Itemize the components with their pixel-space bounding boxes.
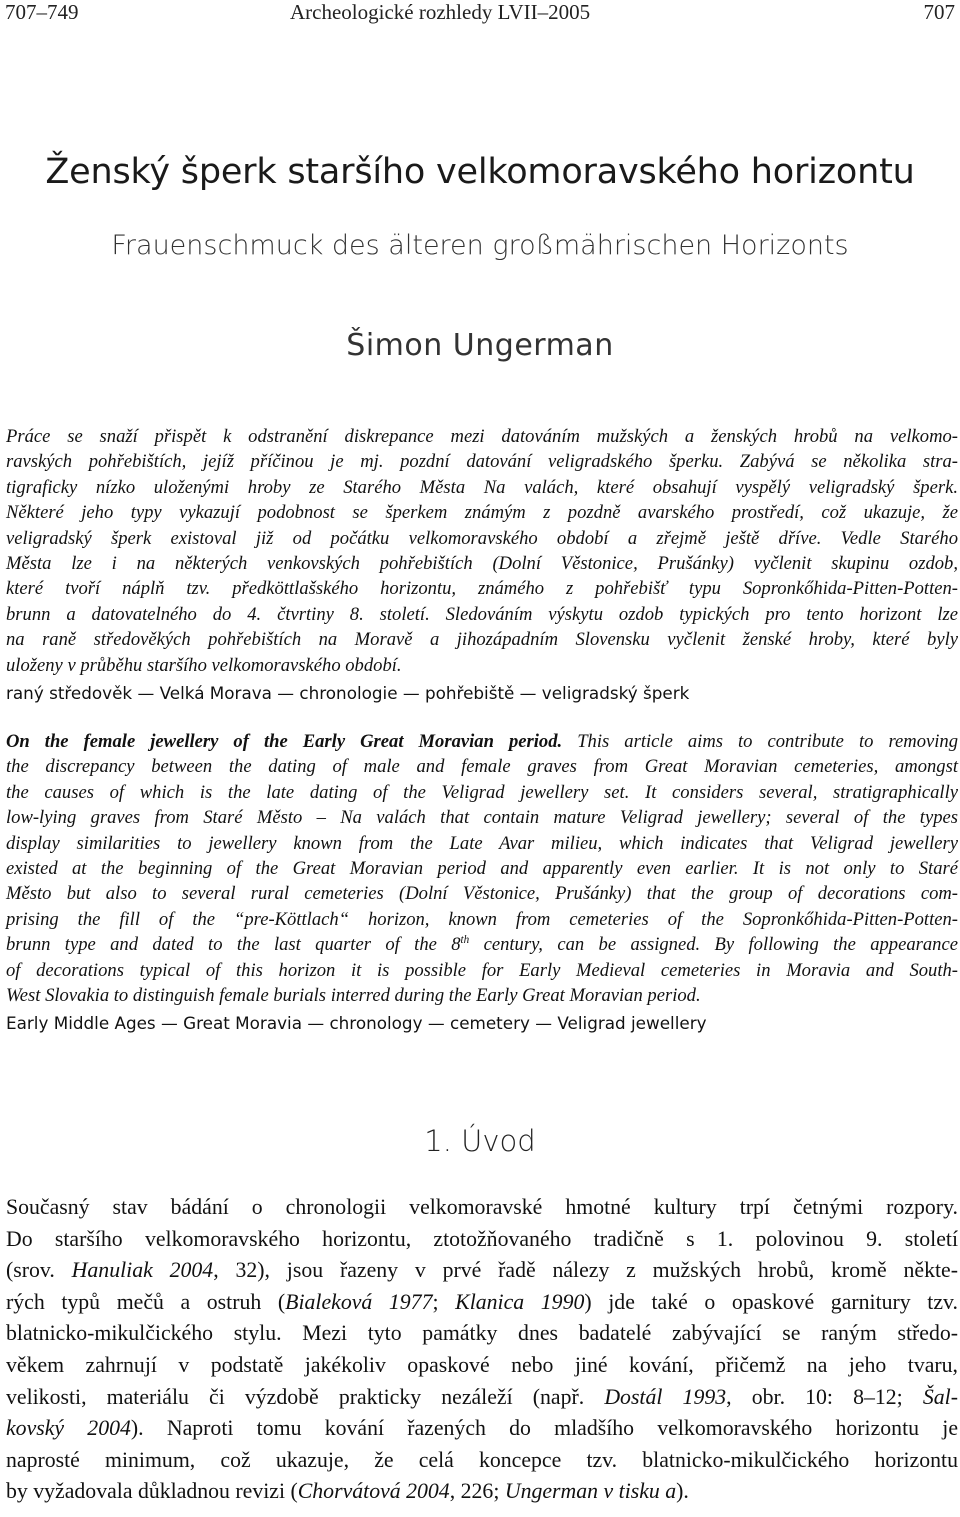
citation: kovský 2004 — [6, 1416, 131, 1441]
citation: Chorvátová 2004 — [297, 1479, 450, 1504]
abstract-en-line — [6, 729, 958, 754]
body-text-run: ) jde také o opaskové garnitury tzv. — [584, 1289, 958, 1314]
citation: Klanica 1990 — [455, 1289, 585, 1314]
header-page-number: 707 — [923, 0, 955, 24]
citation: Ungerman v tisku a — [504, 1479, 677, 1504]
abstract-en-text: This article aims to contribute to removing — [562, 731, 958, 752]
body-line: věkem zahrnují v podstatě jakékoliv opaskové nebo jiné kování, přičemž na jeho tvaru, — [6, 1352, 958, 1377]
abstract-cz-line: Práce se snaží přispět k odstranění diskrepance mezi datováním mužských a ženských hrobů na velkomo- — [6, 426, 958, 447]
abstract-cz-line: brunn a datovatelného do 4. čtvrtiny 8. století. Sledováním výskytu ozdob typických pro tento horizont lze — [6, 603, 958, 625]
abstract-cz-line: na raně středověkých pohřebištích na Moravě a jihozápadním Slovensku vyčlenit ženské hroby, které byly — [6, 629, 958, 651]
abstract-en-line: of decorations typical of this horizon it is possible for Early Medieval cemeteries in Moravia and South- — [6, 959, 958, 981]
body-line — [6, 1255, 958, 1287]
header-journal: Archeologické rozhledy LVII–2005 — [290, 0, 591, 24]
superscript: th — [460, 934, 470, 947]
body-line: blatnicko-mikulčického stylu. Mezi tyto památky dnes badatelé zabývající se raným středo- — [6, 1321, 958, 1346]
article-title: Ženský šperk staršího velkomoravského horizontu — [45, 152, 915, 192]
citation: Dostál 1993 — [604, 1384, 727, 1409]
abstract-en-line: Město but also to several rural cemeteries (Dolní Věstonice, Prušánky) that the group of decorations com- — [6, 883, 958, 905]
abstract-cz-line: ravských pohřebištích, jejíž příčinou je mj. pozdní datování veligradského šperku. Zabývá se několika stra- — [6, 451, 958, 473]
abstract-en-line: display similarities to jewellery known from the Late Avar milieu, which indicates that Veligrad jewellery — [6, 832, 958, 854]
article-author: Šimon Ungerman — [346, 328, 614, 363]
body-text-run: rých typů mečů a ostruh ( — [6, 1289, 286, 1314]
keywords-english: Early Middle Ages — Great Moravia — chronology — cemetery — Veligrad jewellery — [6, 1013, 707, 1033]
running-header — [0, 0, 960, 26]
citation: Bialeková 1977 — [285, 1289, 433, 1314]
body-text — [6, 1192, 958, 1508]
body-line — [6, 1476, 958, 1508]
body-text-run: (srov. — [6, 1258, 72, 1283]
abstract-cz-line: Některé jeho typy vykazují podobnost se šperkem známým z pozdně avarského prostředí, což ukazuje, že — [6, 502, 958, 524]
body-line — [6, 1413, 958, 1445]
abstract-cz-line: tigraficky nízko uloženými hroby ze Starého Města Na valách, které obsahují vyspělý veligradský šperk. — [6, 476, 958, 498]
abstract-cz-line: uloženy v průběhu staršího velkomoravského období. — [6, 654, 402, 676]
abstract-en-title: On the female jewellery of the Early Great Moravian period. — [6, 731, 563, 752]
citation: Šal- — [922, 1384, 958, 1409]
abstract-cz-line: Města lze i na některých venkovských pohřebištích (Dolní Věstonice, Prušánky) vyčlenit skupinu ozdob, — [6, 553, 958, 575]
body-line — [6, 1382, 958, 1414]
article-subtitle: Frauenschmuck des älteren großmährischen Horizonts — [111, 230, 849, 261]
body-line: naprosté minimum, což ukazuje, že celá koncepce tzv. blatnicko-mikulčického horizontu — [6, 1447, 958, 1472]
citation: Hanuliak 2004 — [71, 1258, 214, 1283]
body-text-run: , obr. 10: 8–12; — [726, 1384, 923, 1409]
body-text-run: ; — [432, 1289, 456, 1314]
abstract-cz-line: veligradský šperk existoval již od počátku velkomoravského období a zřejmě ještě dříve. Vedle Starého — [6, 527, 958, 549]
abstract-english — [6, 729, 958, 1008]
abstract-en-text: brunn type and dated to the last quarter of the 8 — [6, 934, 461, 956]
abstract-en-line: prising the fill of the “pre-Köttlach“ horizon, known from cemeteries of the Sopronkőhida-Pitten-Potten- — [6, 908, 958, 930]
body-line — [6, 1287, 958, 1319]
header-page-range: 707–749 — [5, 0, 79, 24]
abstract-cz-line: které tvoří náplň tzv. předköttlašského horizontu, známého z pohřebišť typu Sopronkőhida-Pitten-Potten- — [6, 578, 958, 600]
abstract-en-line — [6, 932, 958, 957]
abstract-en-line: low-lying graves from Staré Město – Na valách that contain mature Veligrad jewellery; several of the types — [6, 807, 958, 829]
abstract-en-line: the discrepancy between the dating of male and female graves from Great Moravian cemeteries, amongst — [6, 756, 958, 778]
body-text-run: by vyžadovala důkladnou revizi ( — [6, 1479, 298, 1504]
abstract-en-line: the causes of which is the late dating of the Veligrad jewellery set. It considers several, stratigraphically — [6, 781, 958, 803]
abstract-en-line: West Slovakia to distinguish female burials interred during the Early Great Moravian period. — [6, 985, 701, 1007]
abstract-czech — [6, 424, 958, 678]
body-line: Současný stav bádání o chronologii velkomoravské hmotné kultury trpí četnými rozpory. — [6, 1195, 958, 1219]
body-text-run: , 32), jsou řazeny v prvé řadě nálezy z mužských hrobů, kromě někte- — [213, 1258, 958, 1283]
abstract-en-text: century, can be assigned. By following the appearance — [469, 934, 958, 956]
abstract-en-line: existed at the beginning of the Great Moravian period and apparently even earlier. It is not only to Staré — [6, 858, 958, 880]
body-text-run: ). Naproti tomu kování řazených do mladšího velkomoravského horizontu je — [130, 1416, 958, 1441]
body-line: Do staršího velkomoravského horizontu, ztotožňovaného tradičně s 1. polovinou 9. století — [6, 1226, 958, 1251]
body-text-run: ). — [676, 1479, 689, 1504]
body-text-run: , 226; — [449, 1479, 505, 1504]
keywords-czech: raný středověk — Velká Morava — chronologie — pohřebiště — veligradský šperk — [6, 683, 690, 703]
section-heading: 1. Úvod — [424, 1124, 536, 1158]
body-text-run: velikosti, materiálu či výzdobě prakticky nezáleží (např. — [6, 1384, 605, 1409]
